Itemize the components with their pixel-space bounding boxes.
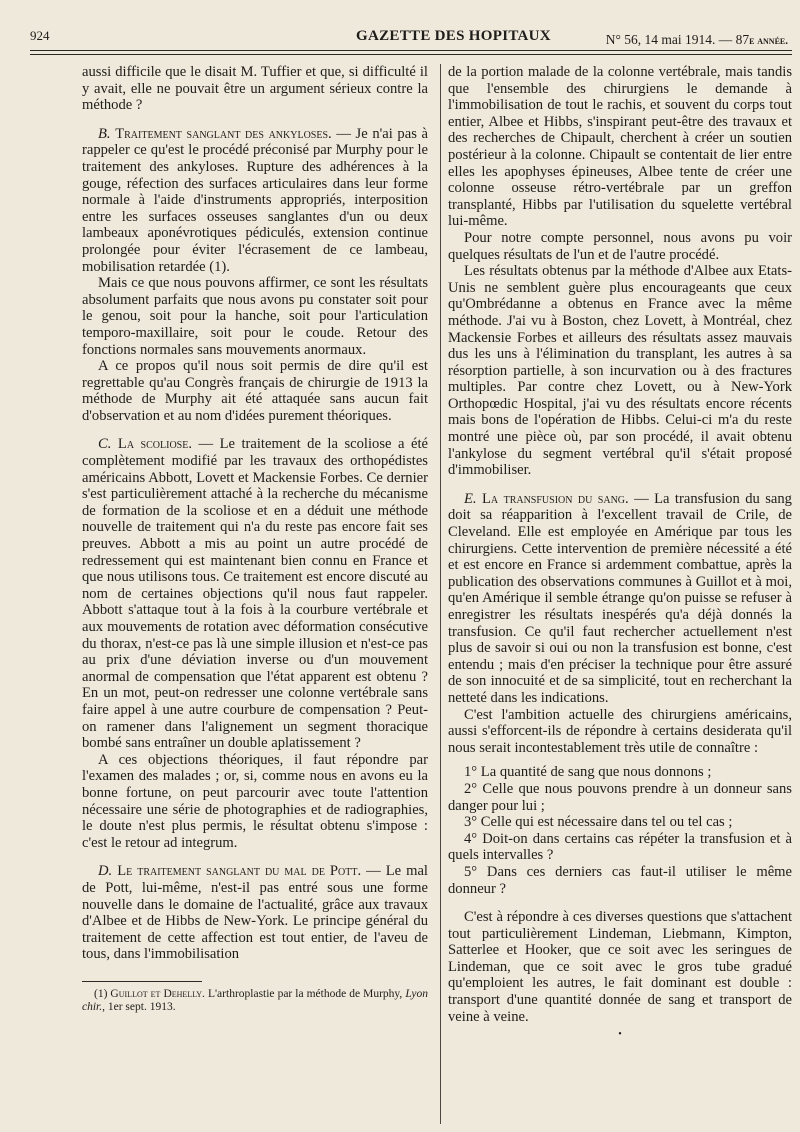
- section-c: [82, 436, 428, 751]
- section-d: [82, 863, 428, 963]
- section-b: [82, 126, 428, 275]
- section-letter: C.: [98, 436, 112, 453]
- footnote-journal: Lyon chir.: [82, 987, 428, 1014]
- list-item: 1° La quantité de sang que nous donnons ;: [464, 764, 712, 781]
- section-text: — Je n'ai pas à rappeler ce qu'est le procédé préconisé par Murphy pour le traitement des ankyloses. Rupture des adhérences à la gouge, réfection des surfaces articulaires dans leur forme normale à l'aide d'instruments appropriés, interposition entre les surfaces osseuses sanglantes d'un ou deux lambeaux aponévrotiques pédiculés, extension continue prolongée pour éviter l'écrasement de ce lambeau, mobilisation retardée (1).: [82, 125, 428, 275]
- list-item: 3° Celle qui est nécessaire dans tel ou tel cas ;: [464, 814, 733, 831]
- paragraph: Les résultats obtenus par la méthode d'Albee aux Etats-Unis ne semblent guère plus encourageants que ceux qu'Ombrédanne a obtenus en France avec la même méthode. J'ai vu à Boston, chez Lovett, à Montréal, chez Mackensie Forbes et ailleurs des résultats assez mauvais dus les uns à l'élimination du transplant, les autres à sa résorption partielle, à son incurvation ou à des fractures multiples. Par contre chez Lovett, ou à New-York Orthopœdic Hospital, j'ai vu des résultats encore récents mais bons de l'opération de Hibbs. Celui-ci m'a du reste montré une pièce où, par son procédé, il avait obtenu l'ankylose du segment vertébral qu'il s'était proposé d'immobiliser.: [448, 263, 792, 479]
- column-divider: [440, 64, 441, 1124]
- question-list: [448, 764, 792, 897]
- paragraph: A ce propos qu'il nous soit permis de dire qu'il est regrettable qu'au Congrès français de chirurgie de 1913 la méthode de Murphy ait été attaquée sans aucun fait d'observation et au nom d'idées purement théoriques.: [82, 358, 428, 424]
- issue-info: [606, 32, 788, 48]
- paragraph: de la portion malade de la colonne vertébrale, mais tandis que l'ensemble des chirurgiens le demande à l'immobilisation de tout le rachis, et souvent du corps tout entier, Albee et Hibbs, s'inspirant peut-être des travaux et des recherches de Chipault, cherchent à créer un soutien postérieur à la colonne. Chipault se contentait de lier entre elles les apophyses épineuses, Albee tente de créer une colonne osseuse rétro-vertébrale par un greffon transplanté, Hibbs par l'utilisation du squelette vertébral lui-même.: [448, 64, 792, 230]
- footnote-date: , 1er sept. 1913.: [102, 1001, 176, 1014]
- issue-date: N° 56, 14 mai 1914. — 87: [605, 32, 750, 47]
- section-letter: D.: [98, 863, 113, 880]
- section-title: Traitement sanglant des ankyloses.: [115, 125, 332, 142]
- paragraph: C'est à répondre à ces diverses questions que s'attachent tout particulièrement Lindeman, Liebmann, Kimpton, Satterlee et Hooker, que ce soit avec les seringues de Lindeman, que ce soit avec le gros tube gradué qu'emploient les autres, le fait dominant est double : transport d'une quantité donnée de sang et transport de veine à veine.: [448, 909, 792, 1025]
- section-letter: E.: [464, 490, 477, 507]
- issue-year-suffix: e année.: [749, 35, 788, 47]
- footnote-text: L'arthroplastie par la méthode de Murphy,: [204, 987, 406, 1000]
- section-e: [448, 491, 792, 707]
- header-rule-thick: [30, 50, 792, 51]
- section-text: — Le traitement de la scoliose a été complètement modifié par les travaux des orthopédistes américains Abbott, Lovett et Mackensie Forbes. Ce dernier s'est particulièrement attaché à la recherche du mécanisme de formation de la scoliose et en a déduit une méthode nouvelle de traitement qui n'a du reste pas encore fait ses preuves. Abbott a mis au point un autre procédé de redressement qui est maintenant bien connu en France et que nous utilisons tous. Ce traitement est encore discuté au nom de certaines objections qu'il nous faut rappeler. Abbott s'attaque tout à la fois à la courbure vertébrale et aux mouvements de rotation avec déformation consécutive du thorax, n'est-ce pas là une simple illusion et n'est-ce pas au prix d'une déviation inverse ou d'un mouvement anormal de compensation que l'état apparent est obtenu ? En un mot, peut-on redresser une colonne vertébrale sans faire appel à une autre courbure de compensation ? Peut-on ramener dans l'alignement un segment thoracique bombé sans entraîner un double aplatissement ?: [82, 436, 428, 752]
- paragraph: C'est l'ambition actuelle des chirurgiens américains, aussi s'efforcent-ils de répondre à certains desiderata qu'il nous serait incontestablement très utile de connaître :: [448, 706, 792, 756]
- paragraph: A ces objections théoriques, il faut répondre par l'examen des malades ; or, si, comme nous en avons eu la bonne fortune, on peut parcourir avec toute l'attention nécessaire une série de photographies et de radiographies, le doute n'est plus permis, le résultat obtenu s'impose : c'est le retour ad integrum.: [82, 751, 428, 851]
- left-column: [82, 64, 428, 1015]
- header-rule-thin: [30, 54, 792, 55]
- end-mark: •: [618, 1029, 622, 1041]
- section-title: La transfusion du sang.: [482, 490, 629, 507]
- paragraph: Pour notre compte personnel, nous avons pu voir quelques résultats de l'un et de l'autre procédé.: [448, 229, 792, 263]
- footnote: [82, 988, 428, 1015]
- list-item: 2° Celle que nous pouvons prendre à un donneur sans danger pour lui ;: [448, 780, 792, 814]
- paragraph: Mais ce que nous pouvons affirmer, ce sont les résultats absolument parfaits que nous avons pu constater soit pour le genou, soit pour la hanche, soit pour l'articulation temporo-maxillaire, soit pour le coude. Retour des fonctions normales sans mouvements anormaux.: [82, 275, 428, 358]
- section-text: — Le mal de Pott, lui-même, n'est-il pas entré sous une forme nouvelle dans le domaine de l'actualité, grâce aux travaux d'Albee et de Hibbs de New-York. Le principe général du traitement de cette affection est tout entier, de l'aveu de tous, dans l'immobilisation: [82, 863, 428, 963]
- page-number: 924: [30, 28, 50, 43]
- paragraph: aussi difficile que le disait M. Tuffier et que, si difficulté il y avait, elle ne pouvait être un argument sérieux contre la méthode ?: [82, 64, 428, 114]
- list-item: 5° Dans ces derniers cas faut-il utiliser le même donneur ?: [448, 863, 792, 897]
- section-title: La scoliose.: [117, 436, 192, 453]
- journal-title: GAZETTE DES HOPITAUX: [356, 28, 551, 44]
- footnote-authors: (1) Guillot et Dehelly.: [94, 987, 205, 1000]
- footnote-rule: [82, 981, 202, 982]
- right-column: [448, 64, 792, 1044]
- section-text: — La transfusion du sang doit sa réapparition à l'excellent travail de Crile, de Cleveland. Elle est employée en Amérique par tous les chirurgiens. Cette intervention de première nécessité a été et est encore en France si ardemment combattue, après la publication des observations communes à Guillot et à moi, qu'en Amérique il semble étrange qu'on puisse se refuser à enregistrer les résultats inespérés qu'a déjà donnés la transfusion. Ce qu'il faut rechercher actuellement n'est plus de savoir si oui ou non la transfusion est bonne, c'est entendu ; mais d'en préciser la technique pour être assuré de son innocuité et de sa simplicité, tout en recherchant la netteté dans les indications.: [448, 490, 792, 706]
- section-title: Le traitement sanglant du mal de Pott.: [117, 863, 362, 880]
- section-letter: B.: [98, 125, 111, 142]
- list-item: 4° Doit-on dans certains cas répéter la transfusion et à quels intervalles ?: [448, 830, 792, 864]
